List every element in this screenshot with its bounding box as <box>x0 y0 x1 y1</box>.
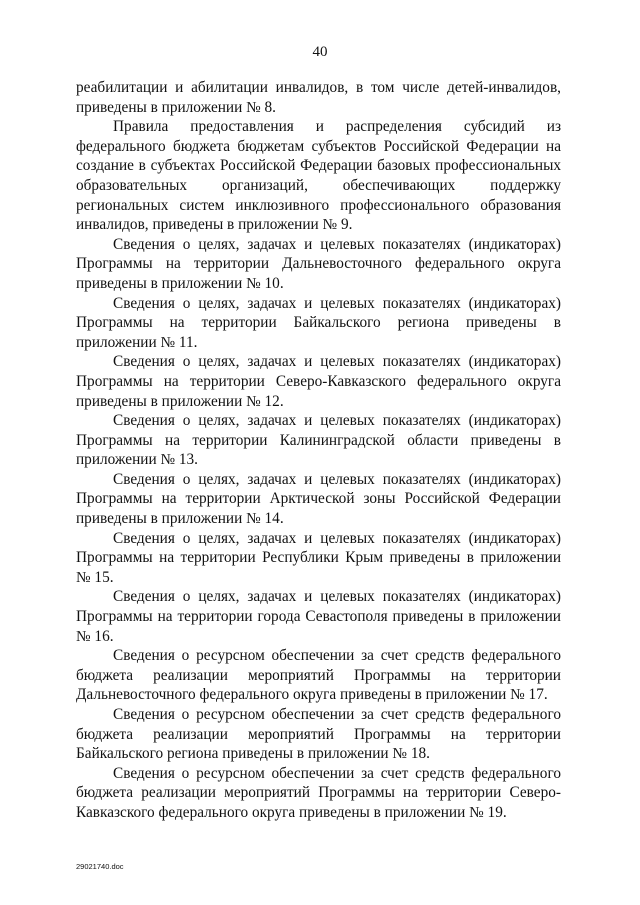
paragraph-11: Сведения о ресурсном обеспечении за счет средств федерального бюджета реализации мероприятий Программы на территории Байкальского региона приведены в приложении № 18. <box>76 706 561 763</box>
paragraph-2: Правила предоставления и распределения субсидий из федерального бюджета бюджетам субъектов Российской Федерации на создание в субъектах Российской Федерации базовых профессиональных образовательных организаций, обеспечивающих поддержку региональных систем инклюзивного профессионального образования инвалидов, приведены в приложении № 9. <box>76 118 561 234</box>
paragraph-8: Сведения о целях, задачах и целевых показателях (индикаторах) Программы на территории Республики Крым приведены в приложении № 15. <box>76 529 561 586</box>
paragraph-4: Сведения о целях, задачах и целевых показателях (индикаторах) Программы на территории Байкальского региона приведены в приложении № 11. <box>76 294 561 351</box>
paragraph-12: Сведения о ресурсном обеспечении за счет средств федерального бюджета реализации мероприятий Программы на территории Северо-Кавказского федерального округа приведены в приложении № 19. <box>76 764 561 821</box>
paragraph-1: реабилитации и абилитации инвалидов, в том числе детей-инвалидов, приведены в приложении № 8. <box>76 79 561 116</box>
footer-filename: 29021740.doc <box>76 862 124 871</box>
paragraph-7: Сведения о целях, задачах и целевых показателях (индикаторах) Программы на территории Арктической зоны Российской Федерации приведены в приложении № 14. <box>76 470 561 528</box>
page-number: 40 <box>312 44 328 60</box>
paragraph-3: Сведения о целях, задачах и целевых показателях (индикаторах) Программы на территории Дальневосточного федерального округа приведены в приложении № 10. <box>76 235 561 292</box>
paragraph-5: Сведения о целях, задачах и целевых показателях (индикаторах) Программы на территории Северо-Кавказского федерального округа приведены в приложении № 12. <box>76 353 561 410</box>
paragraph-6: Сведения о целях, задачах и целевых показателях (индикаторах) Программы на территории Калининградской области приведены в приложении № 13. <box>76 412 561 469</box>
paragraph-9: Сведения о целях, задачах и целевых показателях (индикаторах) Программы на территории города Севастополя приведены в приложении № 16. <box>76 588 561 645</box>
document-body <box>76 78 561 823</box>
paragraph-10: Сведения о ресурсном обеспечении за счет средств федерального бюджета реализации мероприятий Программы на территории Дальневосточного федерального округа приведены в приложении № 17. <box>76 647 561 704</box>
